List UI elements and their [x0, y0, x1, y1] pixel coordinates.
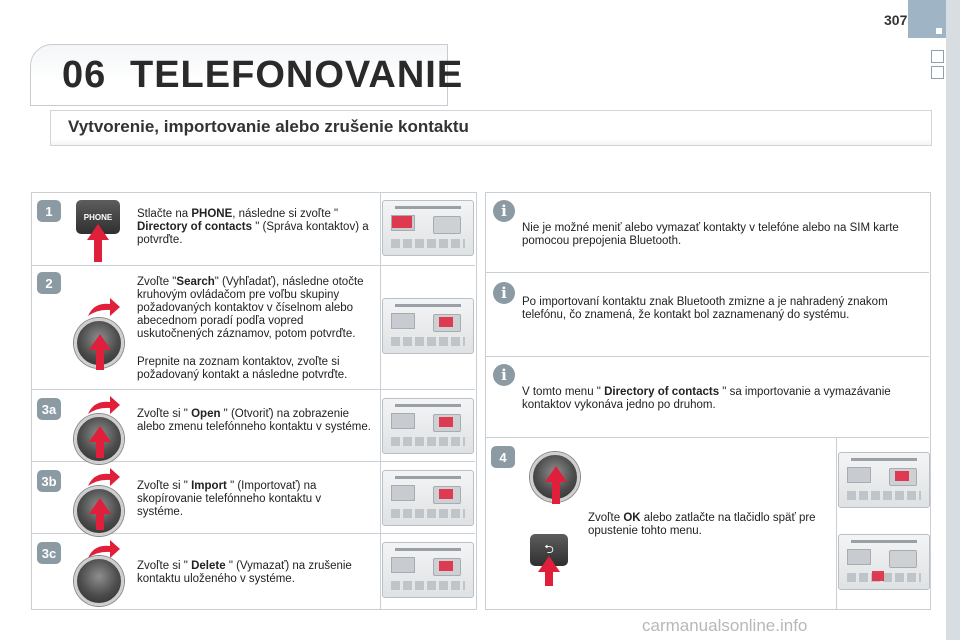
step-3b-text: Zvoľte si " Import " (Importovať) na skopírovanie telefónneho kontaktu v systéme. — [137, 480, 322, 518]
step-tag-3c: 3c — [37, 542, 61, 564]
rotate-arrow-icon — [84, 394, 122, 416]
divider — [485, 272, 929, 273]
press-arrow-stem — [96, 442, 104, 458]
rotate-arrow-icon — [84, 466, 122, 488]
press-arrow-stem — [545, 572, 553, 586]
step-tag-3b: 3b — [37, 470, 61, 492]
press-arrow-stem — [552, 482, 560, 504]
press-arrow-icon — [89, 426, 111, 442]
step-2-text-secondary: Prepnite na zoznam kontaktov, zvoľte si požadovaný kontakt a následne potvrďte. — [137, 356, 348, 381]
press-arrow-stem — [96, 514, 104, 530]
press-arrow-icon — [89, 334, 111, 350]
side-square — [931, 66, 944, 79]
console-thumbnail — [838, 534, 930, 590]
info-icon: i — [493, 200, 515, 222]
rotate-arrow-icon — [84, 296, 122, 318]
phone-button[interactable]: PHONE — [76, 200, 120, 234]
step-3a-text: Zvoľte si " Open " (Otvoriť) na zobrazenie alebo zmenu telefónneho kontaktu v systéme. — [137, 408, 371, 433]
press-arrow-icon — [538, 556, 560, 572]
press-arrow-icon — [545, 466, 567, 482]
chapter-number: 06 — [62, 54, 107, 96]
section-title: Vytvorenie, importovanie alebo zrušenie kontaktu — [68, 117, 469, 136]
console-thumbnail — [382, 200, 474, 256]
info-note-1: Nie je možné meniť alebo vymazať kontakty v telefóne alebo na SIM karte pomocou prepojenia Bluetooth. — [522, 222, 899, 247]
info-note-2: Po importovaní kontaktu znak Bluetooth zmizne a je nahradený znakom telefónu, čo znamená, že kontakt bol zaznamenaný do systému. — [522, 296, 888, 321]
console-thumbnail — [382, 470, 474, 526]
divider — [380, 192, 381, 610]
info-note-3: V tomto menu " Directory of contacts " sa importovanie a vymazávanie kontaktov vykonáva jedno po druhom. — [522, 386, 891, 411]
console-thumbnail — [382, 542, 474, 598]
press-arrow-icon — [89, 498, 111, 514]
info-icon: i — [493, 282, 515, 304]
divider — [31, 389, 475, 390]
step-tag-2: 2 — [37, 272, 61, 294]
page-number: 307 — [884, 12, 908, 28]
step-1-text: Stlačte na PHONE, následne si zvoľte " Directory of contacts " (Správa kontaktov) a potvrďte. — [137, 208, 369, 246]
side-strip — [946, 0, 960, 640]
console-thumbnail — [838, 452, 930, 508]
press-arrow-icon — [87, 224, 109, 240]
side-square — [931, 50, 944, 63]
info-icon: i — [493, 364, 515, 386]
divider — [485, 437, 929, 438]
divider — [485, 356, 929, 357]
watermark: carmanualsonline.info — [642, 616, 808, 635]
step-3c-text: Zvoľte si " Delete " (Vymazať) na zrušenie kontaktu uloženého v systéme. — [137, 560, 352, 585]
press-arrow-stem — [96, 350, 104, 370]
step-tag-3a: 3a — [37, 398, 61, 420]
divider — [836, 437, 837, 610]
chapter-title: TELEFONOVANIE — [130, 54, 464, 96]
corner-tab — [908, 0, 946, 38]
back-button[interactable]: ⮌ — [530, 534, 568, 566]
step-4-text: Zvoľte OK alebo zatlačte na tlačidlo späť pre opustenie tohto menu. — [588, 512, 816, 537]
rotary-knob[interactable] — [74, 556, 124, 606]
press-arrow-stem — [94, 240, 102, 262]
step-2-text: Zvoľte "Search" (Vyhľadať), následne otočte kruhovým ovládačom pre voľbu skupiny požadovaných kontaktov v číselnom alebo abecednom poradí podľa vopred uskutočnených záznamov, potom potvrďte. — [137, 276, 364, 340]
step-tag-1: 1 — [37, 200, 61, 222]
console-thumbnail — [382, 398, 474, 454]
console-thumbnail — [382, 298, 474, 354]
divider — [31, 265, 475, 266]
step-tag-4: 4 — [491, 446, 515, 468]
